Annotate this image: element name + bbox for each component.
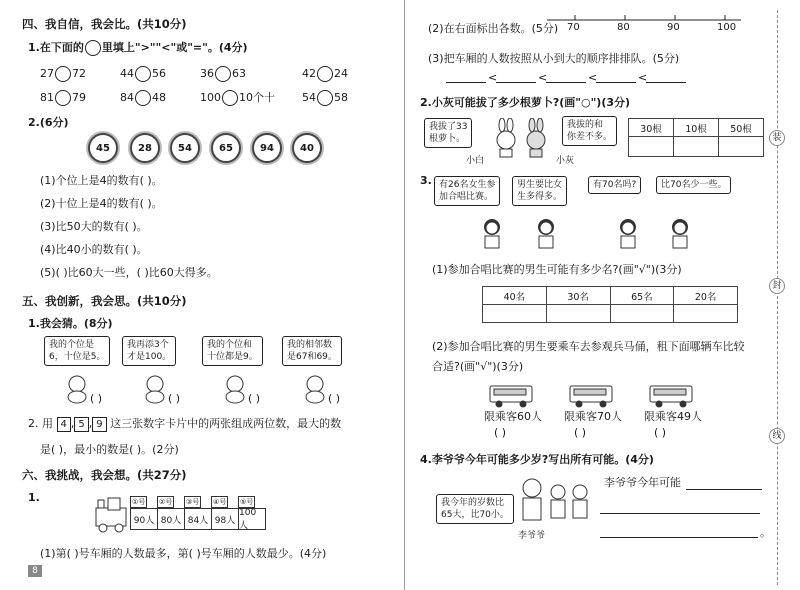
bus-icon <box>648 384 694 410</box>
car-flag: ④号 <box>213 498 227 506</box>
q6-3-1: (1)参加合唱比赛的男生可能有多少名?(画"√")(3分) <box>432 263 682 276</box>
q4-2-title: 2.(6分) <box>28 116 69 129</box>
q4-2-item: (3)比50大的数有( )。 <box>40 220 148 233</box>
guess-bubble-line: 我的相邻数 <box>287 340 333 350</box>
compare-circle[interactable] <box>135 66 151 82</box>
q6-4-answer-label: 李爷爷今年可能 <box>604 476 681 489</box>
animal-icon <box>142 374 168 404</box>
q3-bubble <box>588 176 641 194</box>
car-flag: ⑤号 <box>240 498 254 506</box>
bubble-xiaohui <box>562 116 617 146</box>
less-than-sign: < <box>588 71 598 84</box>
compare-circle[interactable] <box>135 90 151 106</box>
bubble-xiaohui-1: 我拔的和 <box>567 120 604 130</box>
answer-line-2[interactable] <box>600 513 760 514</box>
guess-bubble-line: 我的个位是 <box>49 340 95 350</box>
train-car: 90人 <box>130 508 158 530</box>
compare-item <box>302 90 348 106</box>
boys-answer-cell[interactable] <box>674 305 738 323</box>
page-number: 8 <box>28 565 42 577</box>
guess-bubble <box>44 336 110 366</box>
section-4-title: 四、我自信，我会比。(共10分) <box>22 17 187 31</box>
compare-circle[interactable] <box>215 66 231 82</box>
q3-bubble <box>512 176 567 206</box>
compare-left: 27 <box>40 67 54 80</box>
boys-answer-cell[interactable] <box>610 305 674 323</box>
bus-icon <box>568 384 614 410</box>
guess-answer[interactable]: ( ) <box>248 392 261 405</box>
boys-answer-cell[interactable] <box>483 305 547 323</box>
boys-option: 40名 <box>483 287 547 305</box>
boys-option: 65名 <box>610 287 674 305</box>
q4-1-title-b: 里填上">""<"或"="。(4分) <box>101 41 248 54</box>
q3-bubble <box>434 176 500 206</box>
q6-3-label: 3. <box>420 174 432 187</box>
compare-item <box>200 90 275 106</box>
compare-right: 72 <box>72 67 86 80</box>
bubble-xiaohui-2: 你差不多。 <box>567 132 613 142</box>
q6-3-2b: 合适?(画"√")(3分) <box>432 360 524 373</box>
page-divider <box>404 0 405 590</box>
q3-bubble-line: 比70名少一些。 <box>661 180 727 190</box>
compare-right: 58 <box>334 91 348 104</box>
train-car: 100人 <box>238 508 266 530</box>
answer-period: 。 <box>760 526 771 539</box>
q5-1-title: 1.我会猜。(8分) <box>28 317 113 330</box>
animal-icon <box>302 374 328 404</box>
animal-icon <box>222 374 248 404</box>
compare-left: 54 <box>302 91 316 104</box>
circle-icon <box>85 40 101 56</box>
guess-bubble <box>122 336 176 366</box>
q3-bubble-line: 男生要比女 <box>517 180 563 190</box>
compare-item <box>200 66 246 82</box>
number-badge: 28 <box>130 133 160 163</box>
compare-circle[interactable] <box>317 90 333 106</box>
train-car: 80人 <box>157 508 185 530</box>
q4-1-title <box>28 40 248 56</box>
compare-item <box>40 66 86 82</box>
compare-right: 10个十 <box>239 91 275 104</box>
compare-right: 56 <box>152 67 166 80</box>
q5-2-line1: 2. 用 4 , 5 , 9 这三张数字卡片中的两张组成两位数，最大的数 <box>28 417 342 430</box>
compare-left: 84 <box>120 91 134 104</box>
number-badge: 65 <box>211 133 241 163</box>
train-car: 84人 <box>184 508 212 530</box>
vehicle-capacity: 限乘客60人 <box>484 410 542 423</box>
q5-2-b: 这三张数字卡片中的两张组成两位数，最大的数 <box>110 417 342 430</box>
boys-answer-cell[interactable] <box>546 305 610 323</box>
vehicle-answer[interactable]: ( ) <box>494 426 507 439</box>
q3-bubble-line: 生多得多。 <box>517 192 563 202</box>
card-1: 4 <box>57 417 71 432</box>
carrot-option: 30根 <box>629 119 674 137</box>
bubble-grandpa-1: 我今年的岁数比 <box>441 498 505 508</box>
animal-icon <box>64 374 90 404</box>
bubble-grandpa-2: 65大，比70小。 <box>441 510 509 520</box>
q6-4-title: 4.李爷爷今年可能多少岁?写出所有可能。(4分) <box>420 453 654 466</box>
less-than-sign: < <box>488 71 498 84</box>
q3-bubble-line: 加合唱比赛。 <box>439 192 494 202</box>
vehicle-answer[interactable]: ( ) <box>574 426 587 439</box>
compare-circle[interactable] <box>317 66 333 82</box>
car-flag: ①号 <box>132 498 146 506</box>
q3-bubble-line: 有26名女生参 <box>439 180 496 190</box>
section-5-title: 五、我创新，我会思。(共10分) <box>22 294 187 308</box>
q4-1-title-a: 1.在下面的 <box>28 41 84 54</box>
card-2: 5 <box>74 417 88 432</box>
number-badge: 45 <box>88 133 118 163</box>
vehicle-capacity: 限乘客49人 <box>644 410 702 423</box>
order-blank[interactable] <box>496 82 536 83</box>
q5-2-a: 2. 用 <box>28 417 53 430</box>
child-icon <box>616 218 640 250</box>
guess-answer[interactable]: ( ) <box>90 392 103 405</box>
order-blank[interactable] <box>646 82 686 83</box>
boys-option: 30名 <box>546 287 610 305</box>
carrot-answer-cell[interactable] <box>674 137 719 157</box>
q6-3-2a: (2)参加合唱比赛的男生要乘车去参观兵马俑，租下面哪辆车比较 <box>432 340 745 353</box>
carrot-table <box>628 118 764 157</box>
vehicle-capacity: 限乘客70人 <box>564 410 622 423</box>
child-icon <box>534 218 558 250</box>
compare-left: 100 <box>200 91 221 104</box>
answer-line-1[interactable] <box>686 489 762 490</box>
q3-bubble-line: 有70名吗? <box>593 180 637 190</box>
child-icon <box>480 218 504 250</box>
car-flag: ③号 <box>186 498 200 506</box>
car-flag: ②号 <box>159 498 173 506</box>
bubble-xiaobai <box>424 118 472 148</box>
compare-item <box>120 90 166 106</box>
guess-bubble <box>282 336 342 366</box>
q6-2-title: 2.小灰可能拔了多少根萝卜?(画"○")(3分) <box>420 96 631 109</box>
compare-circle[interactable] <box>55 90 71 106</box>
binding-char-1: 装 <box>769 130 785 146</box>
answer-line-3[interactable] <box>600 537 758 538</box>
train-car: 98人 <box>211 508 239 530</box>
compare-right: 79 <box>72 91 86 104</box>
compare-circle[interactable] <box>55 66 71 82</box>
compare-circle[interactable] <box>222 90 238 106</box>
tick-label: 100 <box>717 22 737 33</box>
q6-1-1: (1)第( )号车厢的人数最多，第( )号车厢的人数最少。(4分) <box>40 547 327 560</box>
card-3: 9 <box>92 417 106 432</box>
compare-left: 36 <box>200 67 214 80</box>
q4-2-item: (5)( )比60大一些，( )比60大得多。 <box>40 266 218 279</box>
compare-right: 63 <box>232 67 246 80</box>
compare-item <box>40 90 86 106</box>
q6-1-2: (2)在右面标出各数。(5分) <box>428 22 559 35</box>
compare-right: 24 <box>334 67 348 80</box>
child-icon <box>668 218 692 250</box>
section-6-title: 六、我挑战，我会想。(共27分) <box>22 468 187 482</box>
q6-1-label: 1. <box>28 491 40 504</box>
vehicle-answer[interactable]: ( ) <box>654 426 667 439</box>
order-blank[interactable] <box>596 82 636 83</box>
name-xiaohui: 小灰 <box>556 156 575 166</box>
guess-bubble-line: 6，十位是5。 <box>49 352 106 362</box>
bubble-grandpa <box>436 494 514 524</box>
bubble-xiaobai-1: 我拔了33 <box>429 122 468 132</box>
q3-bubble <box>656 176 731 194</box>
less-than-sign: < <box>638 71 648 84</box>
boys-table <box>482 286 738 323</box>
guess-answer[interactable]: ( ) <box>328 392 341 405</box>
carrot-answer-cell[interactable] <box>719 137 764 157</box>
order-blank[interactable] <box>546 82 586 83</box>
compare-left: 81 <box>40 91 54 104</box>
guess-bubble <box>202 336 263 366</box>
guess-bubble-line: 我再添3个 <box>127 340 169 350</box>
binding-line <box>777 10 778 585</box>
bubble-xiaobai-2: 根萝卜。 <box>429 134 466 144</box>
guess-answer[interactable]: ( ) <box>168 392 181 405</box>
q4-2-item: (1)个位上是4的数有( )。 <box>40 174 163 187</box>
number-badge: 40 <box>292 133 322 163</box>
order-blank[interactable] <box>446 82 486 83</box>
compare-left: 44 <box>120 67 134 80</box>
q4-2-item: (4)比40小的数有( )。 <box>40 243 148 256</box>
tick-label: 70 <box>567 22 580 33</box>
q5-2-line2: 是( )，最小的数是( )。(2分) <box>40 443 179 456</box>
q4-2-item: (2)十位上是4的数有( )。 <box>40 197 163 210</box>
guess-bubble-line: 是67和69。 <box>287 352 337 362</box>
rabbits-icon <box>490 118 556 160</box>
carrot-answer-cell[interactable] <box>629 137 674 157</box>
number-badge: 54 <box>170 133 200 163</box>
less-than-sign: < <box>538 71 548 84</box>
carrot-option: 10根 <box>674 119 719 137</box>
train-engine-icon <box>92 494 130 534</box>
name-grandpa: 李爷爷 <box>518 531 546 541</box>
guess-bubble-line: 才是100。 <box>127 352 172 362</box>
boys-option: 20名 <box>674 287 738 305</box>
binding-char-2: 封 <box>769 278 785 294</box>
q6-1-3: (3)把车厢的人数按照从小到大的顺序排排队。(5分) <box>428 52 680 65</box>
bus-icon <box>488 384 534 410</box>
tick-label: 90 <box>667 22 680 33</box>
number-badge: 94 <box>252 133 282 163</box>
compare-left: 42 <box>302 67 316 80</box>
grandpa-kids-icon <box>512 476 594 526</box>
tick-label: 80 <box>617 22 630 33</box>
guess-bubble-line: 十位都是9。 <box>207 352 258 362</box>
guess-bubble-line: 我的个位和 <box>207 340 253 350</box>
compare-right: 48 <box>152 91 166 104</box>
name-xiaobai: 小白 <box>466 156 485 166</box>
compare-item <box>302 66 348 82</box>
compare-item <box>120 66 166 82</box>
carrot-option: 50根 <box>719 119 764 137</box>
binding-char-3: 线 <box>769 428 785 444</box>
